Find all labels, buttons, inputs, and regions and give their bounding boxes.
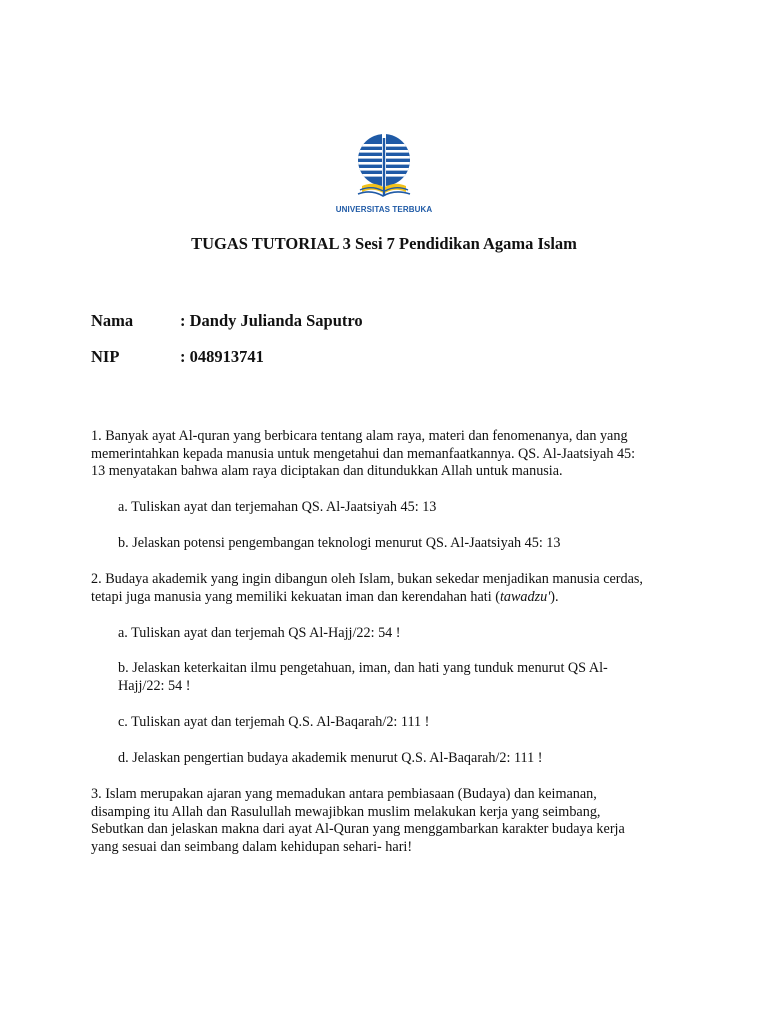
page-title: TUGAS TUTORIAL 3 Sesi 7 Pendidikan Agama Islam — [191, 234, 577, 253]
question-1b-text: b. Jelaskan potensi pengembangan teknologi menurut QS. Al-Jaatsiyah 45: 13 — [118, 535, 561, 551]
question-3-line: disamping itu Allah dan Rasulullah mewajibkan muslim melakukan kerja yang seimbang, — [91, 803, 601, 820]
question-2b-line: b. Jelaskan keterkaitan ilmu pengetahuan, iman, dan hati yang tunduk menurut QS Al- — [118, 660, 608, 676]
question-1-line: memerintahkan kepada manusia untuk mengetahui dan memanfaatkannya. QS. Al-Jaatsiyah 45: — [91, 445, 636, 462]
question-2b-line: Hajj/22: 54 ! — [118, 677, 191, 694]
nip-value: : 048913741 — [180, 347, 264, 366]
name-value: : Dandy Julianda Saputro — [180, 311, 363, 330]
question-2-line — [91, 589, 691, 607]
question-2c — [118, 714, 678, 732]
logo-text: UNIVERSITAS TERBUKA — [335, 205, 433, 214]
question-2 — [91, 571, 691, 606]
question-3-line: 3. Islam merupakan ajaran yang memadukan antara pembiasaan (Budaya) dan keimanan, — [91, 786, 597, 802]
name-label: Nama — [91, 311, 134, 330]
question-2c-text: c. Tuliskan ayat dan terjemah Q.S. Al-Baqarah/2: 111 ! — [118, 714, 430, 730]
question-3 — [91, 786, 691, 856]
question-2-line-end: ). — [550, 588, 559, 605]
university-logo — [334, 130, 434, 216]
question-1-line: 13 menyatakan bahwa alam raya diciptakan dan ditundukkan Allah untuk manusia. — [91, 463, 563, 479]
question-3-line: yang sesuai dan seimbang dalam kehidupan sehari- hari! — [91, 838, 413, 855]
question-3-line: Sebutkan dan jelaskan makna dari ayat Al-Quran yang menggambarkan karakter budaya kerja — [91, 821, 625, 837]
question-1a-text: a. Tuliskan ayat dan terjemahan QS. Al-Jaatsiyah 45: 13 — [118, 499, 437, 515]
tawadzu-term: tawadzu' — [499, 588, 551, 605]
question-1 — [91, 428, 691, 481]
question-2-line: 2. Budaya akademik yang ingin dibangun oleh Islam, bukan sekedar menjadikan manusia cerdas, — [91, 571, 643, 587]
question-1-line: 1. Banyak ayat Al-quran yang berbicara tentang alam raya, materi dan fenomenanya, dan yang — [91, 428, 628, 444]
question-2d — [118, 750, 678, 768]
nip-label: NIP — [91, 347, 120, 366]
question-2b — [118, 660, 678, 695]
question-2d-text: d. Jelaskan pengertian budaya akademik menurut Q.S. Al-Baqarah/2: 111 ! — [118, 750, 543, 766]
university-emblem-icon — [334, 130, 434, 204]
question-2a-text: a. Tuliskan ayat dan terjemah QS Al-Hajj/22: 54 ! — [118, 625, 401, 641]
question-2a — [118, 625, 678, 643]
question-1b — [118, 535, 678, 553]
question-1a — [118, 499, 678, 517]
question-2-line-text: tetapi juga manusia yang memiliki kekuatan iman dan kerendahan hati ( — [91, 588, 500, 605]
